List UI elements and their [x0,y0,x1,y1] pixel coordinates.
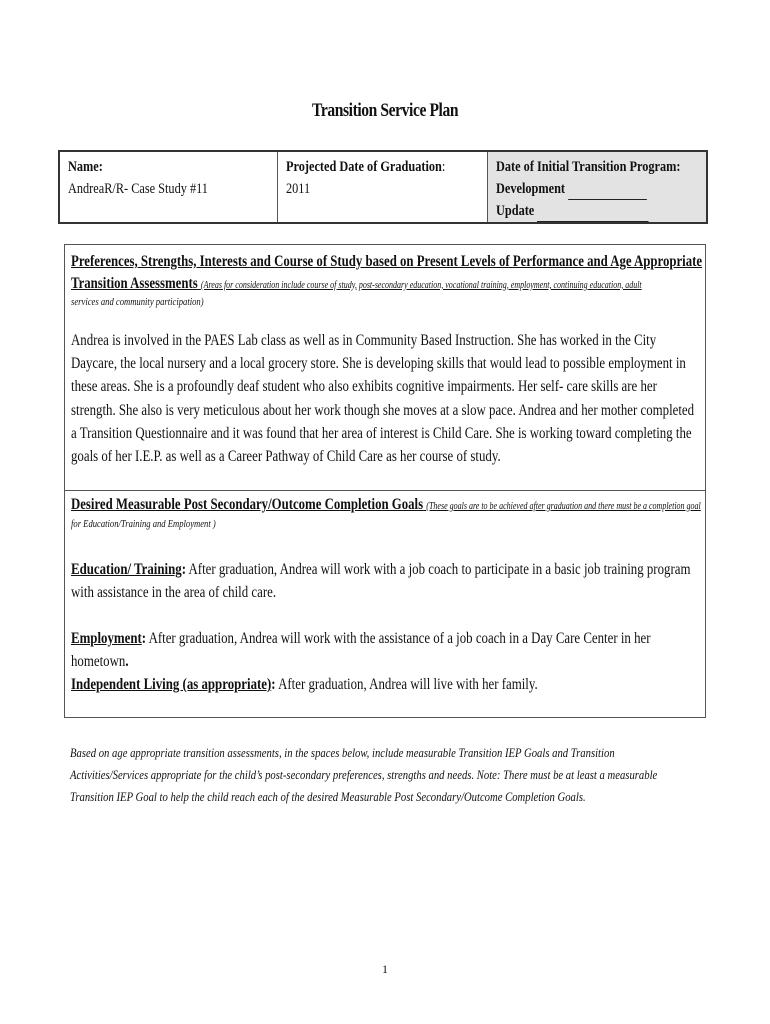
assessments-note-cont: services and community participation) [71,297,204,308]
post-secondary-goals-heading: Desired Measurable Post Secondary/Outcome Completion Goals (These goals are to be achieved after graduation and there must be a completion goal [71,496,701,513]
assessments-note: (Areas for consideration include course of study, post-secondary education, vocational training, employment, continuing education, adult [200,280,642,291]
preferences-heading: Preferences, Strengths, Interests and Course of Study based on Present Levels of Performance and Age Appropriate [71,253,703,270]
goals-note: (These goals are to be achieved after graduation and there must be a completion goal [426,501,701,512]
education-label: Education/ Training [71,561,182,578]
education-text: After graduation, Andrea will work with a job coach to participate in a basic job training program with assistance in the area of child care. [71,561,691,601]
present-levels-paragraph: Andrea is involved in the PAES Lab class as well as in Community Based Instruction. She has worked in the City Daycare, the local nursery and a local grocery store. She is developing skills that would lead to possible employment in these areas. She is a profoundly deaf student who also exhibits cognitive impairments. Her self- care skills are her strength. She also is very meticulous about her work though she moves at a slow pace. Andrea and her mother completed a Transition Questionnaire and it was found that her area of interest is Child Care. She is working toward completing the goals of her I.E.P. as well as a Career Pathway of Child Care as her course of study. [71,332,695,466]
graduation-cell [278,152,488,222]
name-value: AndreaR/R- Case Study #11 [68,181,208,197]
transition-details-box [64,244,706,718]
employment-text: After graduation, Andrea will work with the assistance of a job coach in a Day Care Center in her hometown [71,630,651,670]
employment-label: Employment [71,630,142,647]
initial-transition-cell [488,152,706,222]
page-number: 1 [382,962,388,976]
initial-transition-label: Date of Initial Transition Program: [496,159,681,175]
development-label: Development [496,178,647,200]
update-blank [537,207,649,222]
independent-living-text: After graduation, Andrea will live with her family. [278,676,538,693]
employment-goal: Employment: After graduation, Andrea will work with the assistance of a job coach in a Day Care Center in her hometown. [71,630,651,670]
student-info-table [58,150,708,224]
education-goal: Education/ Training: After graduation, Andrea will work with a job coach to participate in a basic job training program with assistance in the area of child care. [71,561,691,601]
update-label: Update [496,200,649,222]
assessments-heading: Transition Assessments (Areas for consideration include course of study, post-secondary education, vocational training, employment, continuing education, adult [71,275,642,292]
instructions-note: Based on age appropriate transition assessments, in the spaces below, include measurable Transition IEP Goals and Transition Activities/Services appropriate for the child’s post-secondary preferences, strengths and needs. Note: There must be at least a measurable Transition IEP Goal to help the child reach each of the desired Measurable Post Secondary/Outcome Completion Goals. [70,745,658,804]
page-title: Transition Service Plan [311,100,459,121]
independent-living-goal: Independent Living (as appropriate): After graduation, Andrea will live with her family. [71,676,538,693]
graduation-label: Projected Date of Graduation: [286,159,446,175]
section-divider [65,490,705,491]
development-blank [568,185,647,200]
name-cell [60,152,278,222]
goals-note-cont: for Education/Training and Employment ) [71,519,216,530]
graduation-value: 2011 [286,181,311,197]
independent-living-label: Independent Living (as appropriate) [71,676,272,693]
name-label: Name: [68,159,103,175]
